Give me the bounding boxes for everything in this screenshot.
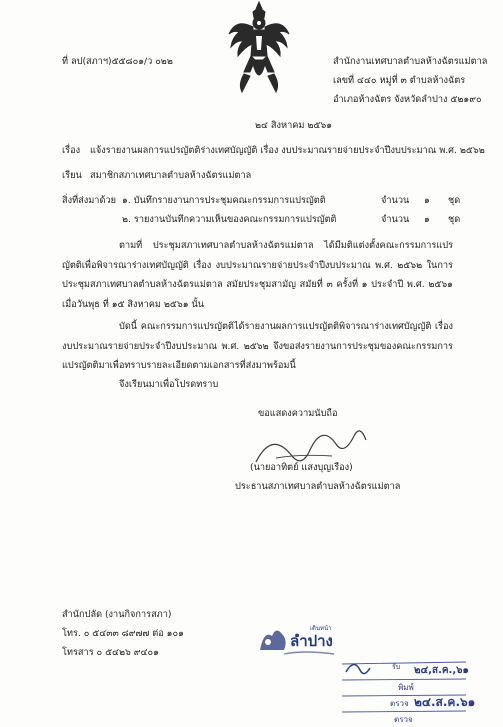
- reception-stamp: [340, 660, 476, 726]
- body-paragraph-2: บัดนี้ คณะกรรมการแปรญัตติได้รายงานผลการแปรญัตติพิจารณาร่างเทศบัญญัติ เรื่อง งบประมาณรายจ่ายประจำปีงบประมาณ พ.ศ. ๒๕๖๒ จึงขอส่งรายงานการประชุมของคณะกรรมการแปรญัตติมาเพื่อทราบรายละเอียดตามเอกสารที่ส่งมาพร้อมนี้: [62, 321, 453, 371]
- signer-name: (นายอาทิตย์ แสงบุญเรือง): [250, 462, 353, 473]
- enclosure-qty-1: ๑: [424, 195, 430, 206]
- stamp-row1-value: ๒๔,ส.ค.,๖๑: [414, 665, 469, 676]
- stamp-row1-label: รับ: [392, 663, 401, 671]
- enclosure-unit-2: ชุด: [448, 214, 461, 225]
- fax-number: โทรสาร ๐ ๕๔๒๖ ๙๔๐๑: [62, 647, 159, 658]
- enclosure-qty-2: ๑: [424, 214, 430, 225]
- salutation-label: เรียน: [62, 170, 82, 181]
- document-date: ๒๔ สิงหาคม ๒๕๖๑: [255, 120, 333, 131]
- subject-label: เรื่อง: [62, 145, 81, 156]
- enclosure-item-1: ๑. บันทึกรายงานการประชุมคณะกรรมการแปรญัตติ: [122, 195, 326, 206]
- stamp-row4-label: ตรวจ: [394, 715, 413, 724]
- stamp-row3-value: ๒๔.ส.ค.๖๑: [414, 695, 476, 709]
- svg-text:ลำปาง: ลำปาง: [290, 632, 333, 650]
- document-number: ที่ ลป(สภาฯ)๕๕๘๐๑/ว ๐๒๒: [62, 56, 173, 67]
- enclosures-label: สิ่งที่ส่งมาด้วย: [62, 195, 116, 206]
- enclosure-item-2: ๒. รายงานบันทึกความเห็นของคณะกรรมการแปรญัตติ: [122, 214, 337, 225]
- enclosure-qty-label-2: จำนวน: [381, 214, 410, 225]
- stamp-row3-label: ตรวจ: [390, 699, 409, 708]
- closing-text: จึงเรียนมาเพื่อโปรดทราบ: [119, 379, 219, 390]
- enclosure-unit-1: ชุด: [448, 195, 461, 206]
- department-name: สำนักปลัด (งานกิจการสภา): [62, 609, 172, 620]
- telephone-number: โทร. ๐ ๕๔๓๓ ๘๙๗๗ ต่อ ๑๐๑: [62, 628, 184, 639]
- body-paragraph-1: ตามที่ ประชุมสภาเทศบาลตำบลห้างฉัตรแม่ตาล ได้มีมติแต่งตั้งคณะกรรมการแปรญัตติเพื่อพิจารณาร่างเทศบัญญัติ เรื่อง งบประมาณรายจ่ายประจำปีงบประมาณ พ.ศ. ๒๕๖๒ ในการประชุมสภาเทศบาลตำบลห้างฉัตรแม่ตาล สมัยประชุมสามัญ สมัยที่ ๓ ครั้งที่ ๑ ประจำปี พ.ศ. ๒๕๖๑ เมื่อวันพุธ ที่ ๑๕ สิงหาคม ๒๕๖๑ นั้น: [62, 240, 453, 310]
- office-address-line2: อำเภอห้างฉัตร จังหวัดลำปาง ๕๒๑๙๐: [333, 94, 482, 105]
- garuda-emblem: [226, 0, 292, 98]
- subject-text: แจ้งรายงานผลการแปรญัตติร่างเทศบัญญัติ เรื่อง งบประมาณรายจ่ายประจำปีงบประมาณ พ.ศ. ๒๕๖๒: [90, 145, 485, 156]
- signer-position: ประธานสภาเทศบาลตำบลห้างฉัตรแม่ตาล: [235, 481, 401, 492]
- office-name: สำนักงานเทศบาลตำบลห้างฉัตรแม่ตาล: [333, 56, 488, 67]
- recipient-text: สมาชิกสภาเทศบาลตำบลห้างฉัตรแม่ตาล: [90, 170, 252, 181]
- svg-text:เดินหน้า: เดินหน้า: [310, 625, 332, 632]
- office-address-line1: เลขที่ ๔๔๐ หมู่ที่ ๓ ตำบลห้างฉัตร: [333, 75, 466, 86]
- signature-salutation: ขอแสดงความนับถือ: [258, 408, 338, 419]
- enclosure-qty-label-1: จำนวน: [381, 195, 410, 206]
- stamp-row2-label: พิมพ์: [398, 683, 414, 692]
- lampang-logo: [254, 620, 340, 660]
